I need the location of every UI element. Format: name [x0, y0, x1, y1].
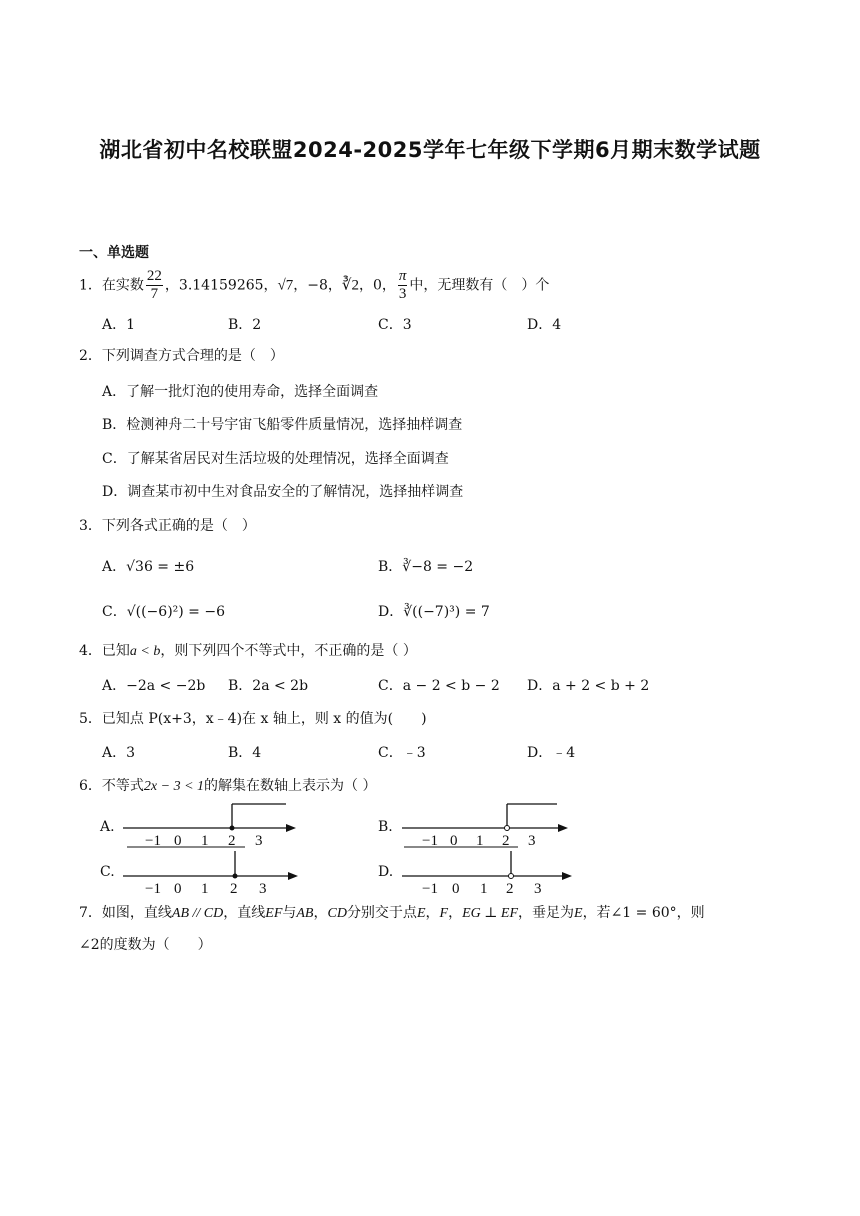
q7-text: ，垂足为: [518, 905, 574, 921]
q3-option-c[interactable]: C．√((−6)²) = −6: [102, 604, 225, 620]
tick-label: −1: [422, 881, 438, 897]
tick-label: 2: [230, 881, 238, 897]
q5-option-b[interactable]: B．4: [228, 745, 262, 761]
tick-label: −1: [145, 881, 161, 897]
q6-prefix: 6．不等式: [79, 778, 144, 794]
number-line-b[interactable]: [402, 804, 568, 849]
number-line-d[interactable]: [402, 851, 572, 897]
question-5: 5．已知点 P(x+3，x﹣4)在 x 轴上，则 x 的值为( ): [79, 711, 427, 727]
tick-label: 1: [480, 881, 488, 897]
q7-point-e: E: [416, 906, 426, 921]
q6-inequality: 2x − 3 < 1: [143, 779, 205, 794]
tick-label: −1: [145, 833, 161, 849]
question-2: 2．下列调查方式合理的是（ ）: [79, 348, 284, 364]
q7-text: ，则: [676, 905, 705, 921]
q6-option-d-label[interactable]: D.: [378, 864, 394, 880]
tick-label: 2: [228, 833, 236, 849]
q7-cd: CD: [327, 906, 347, 921]
question-3: 3．下列各式正确的是（ ）: [79, 518, 256, 534]
tick-label: −1: [422, 833, 438, 849]
tick-label: 0: [452, 881, 460, 897]
tick-label: 3: [259, 881, 267, 897]
q7-text: 与: [282, 905, 297, 921]
q6-option-c-label[interactable]: C.: [100, 864, 115, 880]
q7-point-f: F: [439, 906, 449, 921]
q6-suffix: 的解集在数轴上表示为（ ）: [204, 778, 377, 794]
q2-option-d[interactable]: D．调查某市初中生对食品安全的了解情况，选择抽样调查: [102, 484, 464, 500]
number-line-d-ticks: [422, 881, 542, 897]
q1-after-cbrt2: ，0，: [358, 277, 396, 294]
q7-text: ，: [448, 905, 463, 921]
q5-option-d[interactable]: D．﹣4: [527, 745, 576, 761]
question-7-line-1: [79, 903, 705, 924]
q4-option-d[interactable]: D．a + 2 < b + 2: [527, 678, 650, 694]
q2-option-b[interactable]: B．检测神舟二十号宇宙飞船零件质量情况，选择抽样调查: [102, 417, 463, 433]
tick-label: 3: [534, 881, 542, 897]
q1-prefix: 在实数: [101, 277, 144, 294]
q1-option-b[interactable]: B．2: [228, 317, 262, 333]
question-7-line-2: [79, 935, 212, 955]
q1-mid: ，3.14159265，: [164, 277, 278, 294]
q7-text: 的度数为（ ）: [99, 937, 212, 953]
q5-option-c[interactable]: C．﹣3: [378, 745, 426, 761]
q7-text: ，若: [582, 905, 611, 921]
q1-fraction-pi-3: $\frac{\pi}{3}$: [398, 268, 407, 302]
tick-label: 3: [255, 833, 263, 849]
tick-label: 1: [201, 881, 209, 897]
q7-eg-perp-ef: EG ⊥ EF: [462, 906, 518, 921]
q2-option-c[interactable]: C．了解某省居民对生活垃圾的处理情况，选择全面调查: [102, 451, 449, 467]
q1-option-c[interactable]: C．3: [378, 317, 412, 333]
q7-ef: EF: [265, 906, 283, 921]
q3-option-d[interactable]: D．∛((−7)³) = 7: [378, 604, 490, 620]
q5-option-a[interactable]: A．3: [102, 745, 136, 761]
q7-ab: AB: [296, 906, 314, 921]
q1-number: 1．: [79, 277, 102, 294]
tick-label: 1: [201, 833, 209, 849]
q7-text: 分别交于点: [346, 905, 417, 921]
number-line-c[interactable]: [123, 851, 298, 897]
page-title: 湖北省初中名校联盟2024-2025学年七年级下学期6月期末数学试题: [99, 138, 761, 162]
q2-option-a[interactable]: A．了解一批灯泡的使用寿命，选择全面调查: [102, 384, 379, 400]
q7-text: ，直线: [223, 905, 266, 921]
q4-suffix: ，则下列四个不等式中，不正确的是（ ）: [160, 643, 417, 659]
q4-option-b[interactable]: B．2a < 2b: [228, 678, 309, 694]
section-heading: 一、单选题: [79, 245, 149, 261]
tick-label: 0: [450, 833, 458, 849]
q6-option-b-label[interactable]: B.: [378, 819, 393, 835]
q7-text: ，: [425, 905, 440, 921]
q7-ab-parallel-cd: AB // CD: [171, 906, 224, 921]
q1-suffix: 中，无理数有（ ）个: [409, 277, 550, 294]
q4-option-a[interactable]: A．−2a < −2b: [102, 678, 206, 694]
tick-label: 0: [174, 881, 182, 897]
q7-angle-1: ∠1 = 60°: [610, 905, 677, 921]
q6-option-a-label[interactable]: A.: [100, 819, 115, 835]
tick-label: 0: [174, 833, 182, 849]
q3-option-a[interactable]: A．√36 = ±6: [102, 559, 195, 575]
q1-sqrt7: √7: [277, 277, 294, 294]
q7-text: 7．如图，直线: [79, 905, 172, 921]
q4-option-c[interactable]: C．a − 2 < b − 2: [378, 678, 500, 694]
q1-cbrt2: ∛2: [341, 277, 359, 294]
q4-prefix: 4．已知: [79, 643, 130, 659]
q1-option-d[interactable]: D．4: [527, 317, 562, 333]
q7-point-e: E: [574, 906, 583, 921]
number-line-a[interactable]: [123, 804, 296, 849]
q7-angle-2: ∠2: [79, 937, 100, 953]
number-line-c-ticks: [145, 881, 267, 897]
tick-label: 2: [506, 881, 514, 897]
q3-option-b[interactable]: B．∛−8 = −2: [378, 559, 474, 575]
tick-label: 3: [528, 833, 536, 849]
tick-label: 2: [502, 833, 510, 849]
q1-fraction-22-7: $\frac{22}{7}$: [146, 268, 162, 302]
q1-option-a[interactable]: A．1: [102, 317, 136, 333]
q1-after-sqrt7: ，−8，: [293, 277, 342, 294]
tick-label: 1: [476, 833, 484, 849]
q7-text: ，: [313, 905, 328, 921]
q4-condition: a < b: [129, 644, 161, 659]
